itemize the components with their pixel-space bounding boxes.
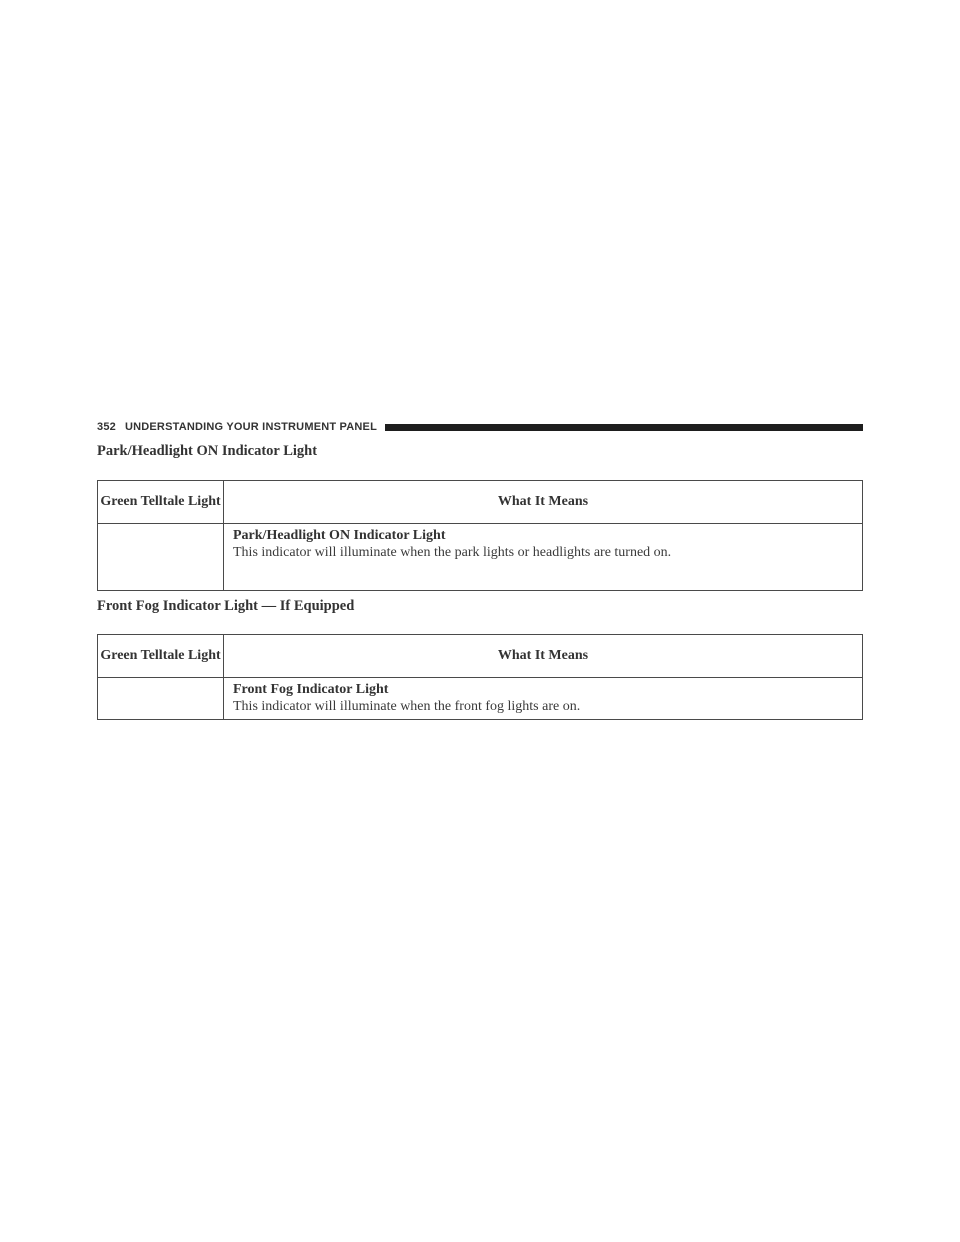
page-header bbox=[97, 419, 863, 435]
entry-title: Front Fog Indicator Light bbox=[233, 682, 389, 697]
telltale-icon-cell bbox=[98, 524, 224, 591]
what-it-means-column-header: What It Means bbox=[224, 635, 863, 678]
meaning-cell bbox=[224, 524, 863, 591]
telltale-icon-cell bbox=[98, 678, 224, 720]
table-row bbox=[98, 524, 863, 591]
section-title: UNDERSTANDING YOUR INSTRUMENT PANEL bbox=[124, 421, 378, 433]
front-fog-table bbox=[97, 634, 863, 720]
telltale-column-header: Green Telltale Light bbox=[98, 635, 224, 678]
telltale-column-header: Green Telltale Light bbox=[98, 481, 224, 524]
page-number: 352 bbox=[97, 421, 116, 433]
table-header-row bbox=[98, 481, 863, 524]
entry-title: Park/Headlight ON Indicator Light bbox=[233, 528, 446, 543]
front-fog-heading: Front Fog Indicator Light — If Equipped bbox=[97, 598, 355, 614]
meaning-cell bbox=[224, 678, 863, 720]
header-rule bbox=[385, 424, 863, 431]
entry-text: This indicator will illuminate when the front fog lights are on. bbox=[233, 699, 581, 714]
park-headlight-table bbox=[97, 480, 863, 591]
park-headlight-heading: Park/Headlight ON Indicator Light bbox=[97, 443, 318, 459]
table-header-row bbox=[98, 635, 863, 678]
entry-text: This indicator will illuminate when the park lights or headlights are turned on. bbox=[233, 545, 672, 560]
what-it-means-column-header: What It Means bbox=[224, 481, 863, 524]
table-row bbox=[98, 678, 863, 720]
